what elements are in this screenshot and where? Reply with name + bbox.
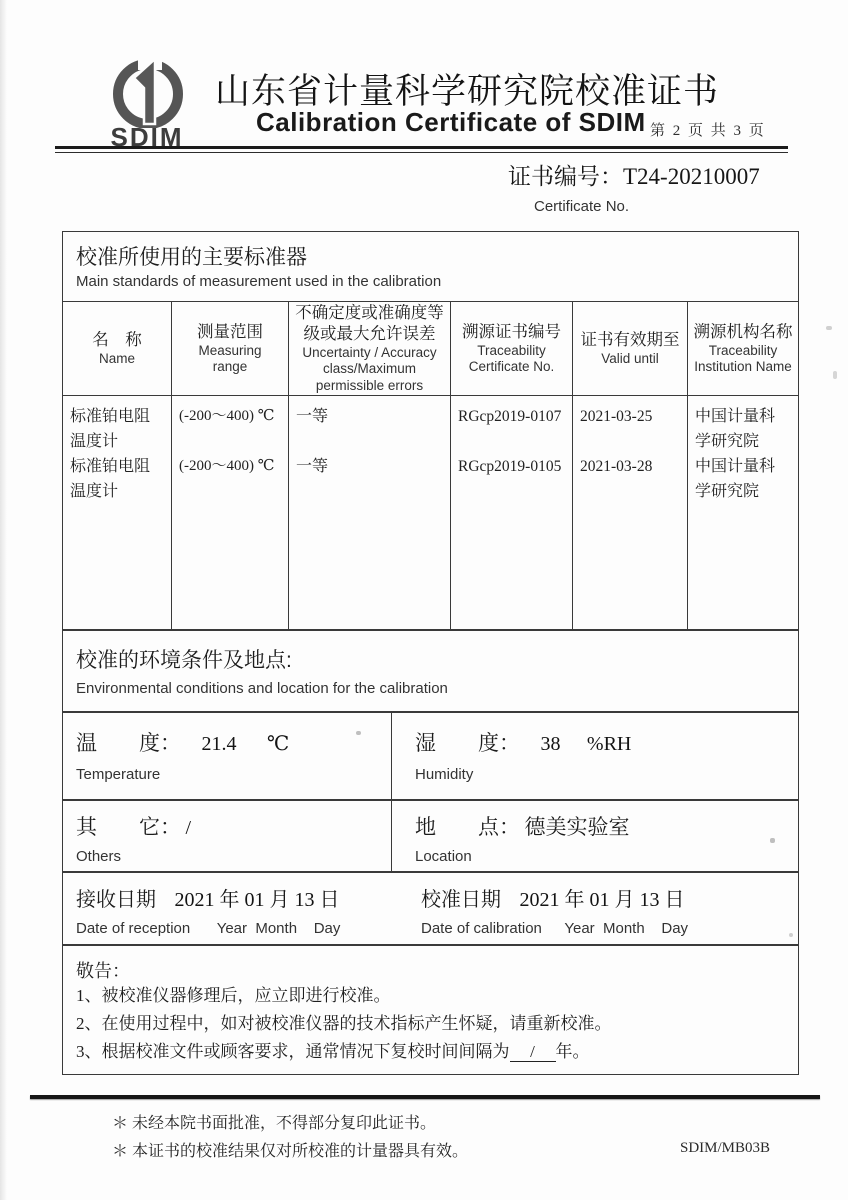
column-header-institution — [688, 302, 798, 396]
environment-title: 校准的环境条件及地点: — [76, 649, 292, 672]
column-header-name — [63, 302, 171, 396]
certificate-number-line — [508, 158, 760, 191]
table-cell: 2021-03-25 — [580, 408, 653, 425]
table-cell: 中国计量科学研究院 — [695, 458, 776, 500]
notice-item-3-suffix: 年。 — [555, 1042, 590, 1061]
humidity-unit: %RH — [586, 733, 632, 755]
notice-item-1: 1、被校准仪器修理后，应立即进行校准。 — [76, 986, 391, 1005]
cells-name — [63, 396, 171, 510]
column-range — [171, 302, 288, 630]
scan-artifact — [770, 838, 775, 843]
cell-divider — [391, 801, 392, 871]
certificate-number-value: T24-20210007 — [623, 164, 760, 189]
header-rule-thin — [55, 152, 788, 153]
others-label-english: Others — [76, 848, 122, 865]
calibration-date-label-english: Date of calibration — [421, 920, 542, 937]
column-cert-no — [450, 302, 572, 630]
table-cell: 一等 — [296, 458, 329, 475]
column-header-cert-no — [451, 302, 572, 396]
cells-institution — [688, 396, 798, 510]
table-cell: RGcp2019-0107 — [458, 408, 562, 425]
calibration-date-value: 2021 年 01 月 13 日 — [519, 889, 685, 911]
form-code: SDIM/MB03B — [680, 1140, 771, 1156]
page-number: 第 2 页 共 3 页 — [650, 123, 766, 139]
header-name-en: Name — [98, 350, 135, 366]
table-cell: 一等 — [296, 408, 329, 425]
header-cert-no-zh: 溯源证书编号 — [462, 322, 561, 341]
header-institution-en: Traceability Institution Name — [694, 342, 792, 374]
calibration-date-label: 校准日期 — [421, 889, 501, 911]
location-value: 德美实验室 — [524, 816, 630, 839]
standards-title: 校准所使用的主要标准器 — [76, 246, 307, 269]
header-cert-no-en: Traceability Certificate No. — [468, 342, 555, 374]
scan-artifact — [833, 371, 837, 379]
humidity-label: 湿 度： — [415, 732, 520, 755]
notice-item-3-text: 3、根据校准文件或顾客要求，通常情况下复校时间间隔为 — [76, 1042, 510, 1061]
header-rule-thick — [55, 146, 788, 149]
cell-divider — [391, 713, 392, 799]
reception-date-cell — [76, 883, 340, 938]
sdim-logo-text: SDIM — [110, 122, 184, 152]
column-header-range — [172, 302, 288, 396]
header-range-en: Measuring range — [198, 342, 262, 374]
scan-artifact — [789, 933, 793, 937]
others-location-row — [62, 800, 799, 872]
calibration-date-cell — [421, 883, 688, 938]
cells-range — [172, 396, 288, 510]
humidity-label-english: Humidity — [415, 766, 474, 783]
temperature-cell — [76, 727, 289, 783]
scan-edge-shading — [0, 0, 7, 1200]
others-cell — [76, 811, 191, 865]
column-header-valid-until — [573, 302, 687, 396]
header-uncertainty-zh: 不确定度或准确度等级或最大允许误差 — [295, 303, 444, 343]
certificate-number-label-english: Certificate No. — [534, 198, 630, 215]
notice-item-2: 2、在使用过程中，如对被校准仪器的技术指标产生怀疑，请重新校准。 — [76, 1014, 612, 1033]
standards-table — [63, 301, 798, 630]
humidity-cell — [415, 727, 631, 783]
header-valid-until-zh: 证书有效期至 — [580, 330, 680, 349]
header-name-zh: 名 称 — [92, 330, 142, 349]
humidity-value: 38 — [540, 733, 561, 755]
temp-humidity-row — [62, 712, 799, 800]
others-label: 其 它： — [76, 816, 181, 839]
environment-title-english: Environmental conditions and location for the calibration — [76, 680, 448, 697]
column-institution — [687, 302, 798, 630]
temperature-label: 温 度： — [76, 732, 181, 755]
column-valid-until — [572, 302, 687, 630]
column-uncertainty — [288, 302, 450, 630]
header-valid-until-en: Valid until — [601, 350, 659, 366]
standards-section — [62, 231, 799, 630]
page-title-english: Calibration Certificate of SDIM — [256, 107, 646, 137]
reception-date-label-english: Date of reception — [76, 920, 191, 937]
table-cell: 中国计量科学研究院 — [695, 408, 776, 450]
location-label: 地 点： — [415, 816, 520, 839]
column-name — [63, 302, 171, 630]
reverification-interval-blank: / — [510, 1043, 556, 1062]
header-institution-zh: 溯源机构名称 — [693, 322, 793, 341]
cells-uncertainty — [289, 396, 450, 510]
page-title: 山东省计量科学研究院校准证书 — [215, 72, 720, 111]
dates-row — [62, 872, 799, 945]
header-range-zh: 测量范围 — [197, 322, 263, 341]
table-cell: (-200～400) ℃ — [179, 458, 275, 474]
location-label-english: Location — [415, 848, 472, 865]
column-header-uncertainty — [289, 302, 450, 396]
standards-title-english: Main standards of measurement used in the calibration — [76, 273, 442, 290]
others-value: / — [185, 817, 192, 839]
scan-artifact — [826, 326, 832, 330]
temperature-value: 21.4 — [201, 733, 237, 755]
certificate-number-label: 证书编号： — [508, 164, 623, 189]
reception-date-value: 2021 年 01 月 13 日 — [174, 889, 340, 911]
footer-rule — [30, 1095, 820, 1099]
reception-date-units-english: Year Month Day — [216, 920, 341, 937]
header-uncertainty-en: Uncertainty / Accuracy class/Maximum permissible errors — [302, 344, 437, 393]
table-cell: 2021-03-28 — [580, 458, 653, 475]
table-cell: RGcp2019-0105 — [458, 458, 562, 475]
footer-note-1: ＊ 未经本院书面批准，不得部分复印此证书。 — [112, 1115, 437, 1132]
temperature-unit: ℃ — [266, 733, 290, 755]
sdim-emblem-icon — [96, 52, 200, 128]
table-cell: (-200～400) ℃ — [179, 408, 275, 424]
table-cell: 标准铂电阻温度计 — [70, 458, 151, 500]
cells-cert-no — [451, 396, 572, 510]
notice-title: 敬告： — [76, 961, 130, 981]
footer-note-2: ＊ 本证书的校准结果仅对所校准的计量器具有效。 — [112, 1143, 469, 1160]
notice-section — [62, 945, 799, 1075]
environment-section — [62, 630, 799, 712]
location-cell — [415, 811, 629, 865]
reception-date-label: 接收日期 — [76, 889, 156, 911]
scan-artifact — [356, 731, 361, 735]
cells-valid-until — [573, 396, 687, 510]
table-cell: 标准铂电阻温度计 — [70, 408, 151, 450]
calibration-date-units-english: Year Month Day — [564, 920, 689, 937]
notice-item-3 — [76, 1038, 590, 1066]
sdim-logo-icon — [96, 52, 200, 128]
temperature-label-english: Temperature — [76, 766, 161, 783]
